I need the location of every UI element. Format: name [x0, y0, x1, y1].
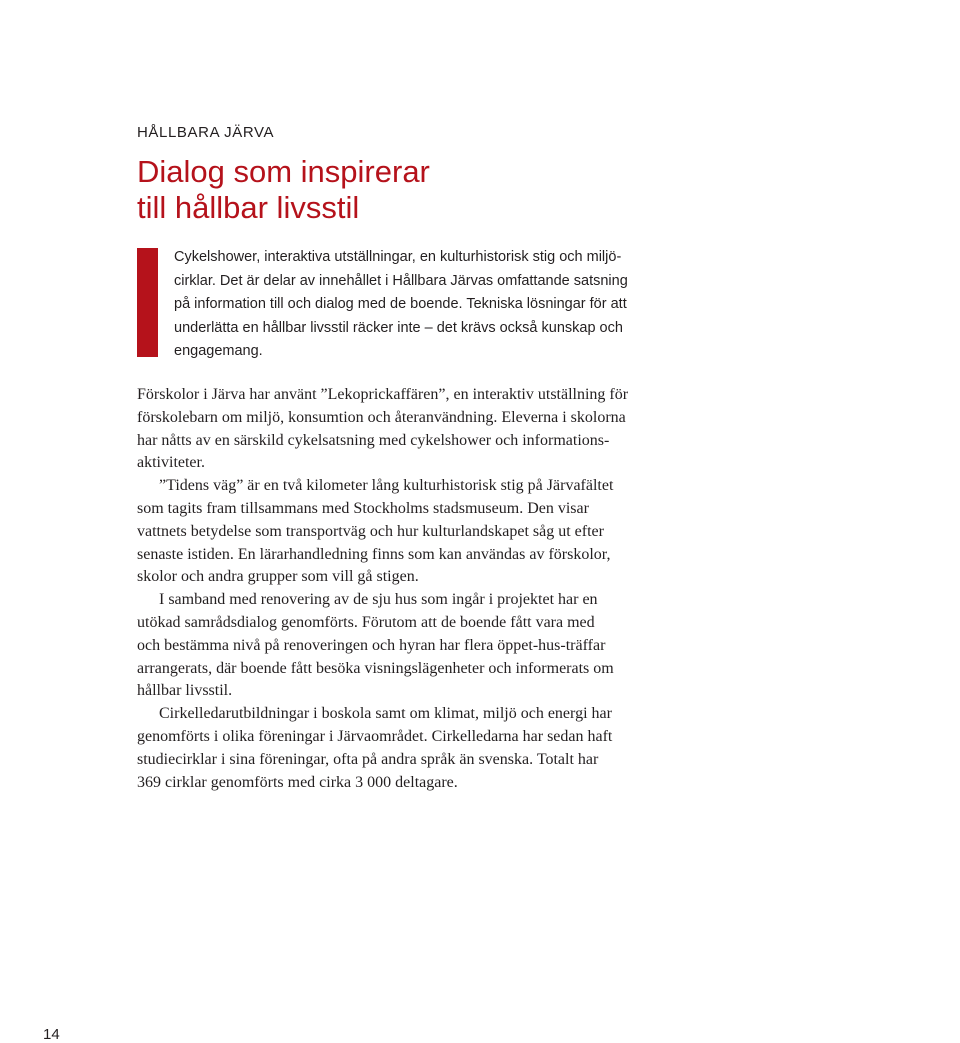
ingress-paragraph [174, 246, 714, 364]
body-line: hållbar livsstil. [137, 682, 233, 700]
article-title [137, 154, 430, 226]
body-line: aktiviteter. [137, 454, 205, 472]
body-line: Cirkelledarutbildningar i boskola samt om klimat, miljö och energi har [159, 705, 612, 723]
page-number: 14 [43, 1026, 60, 1043]
body-line: förskolebarn om miljö, konsumtion och återanvändning. Eleverna i skolorna [137, 408, 626, 426]
body-line: skolor och andra grupper som vill gå stigen. [137, 568, 419, 586]
body-text [137, 384, 717, 794]
ingress-line: underlätta en hållbar livsstil räcker inte – det krävs också kunskap och [174, 319, 623, 336]
body-line: 369 cirklar genomförts med cirka 3 000 deltagare. [137, 773, 458, 791]
ingress-line: cirklar. Det är delar av innehållet i Hållbara Järvas omfattande satsning [174, 272, 628, 289]
article-title-line: till hållbar livsstil [137, 190, 360, 225]
ingress-line: Cykelshower, interaktiva utställningar, en kulturhistorisk stig och miljö- [174, 249, 622, 265]
body-line: Förskolor i Järva har använt ”Lekoprickaffären”, en interaktiv utställning för [137, 386, 629, 403]
body-line: ”Tidens väg” är en två kilometer lång kulturhistorisk stig på Järvafältet [159, 477, 614, 495]
body-line: utökad samrådsdialog genomförts. Förutom att de boende fått vara med [137, 613, 595, 631]
body-line: arrangerats, där boende fått besöka visningslägenheter och informerats om [137, 659, 614, 677]
body-line: vattnets betydelse som transportväg och hur kulturlandskapet såg ut efter [137, 522, 604, 540]
body-line: studiecirklar i sina föreningar, ofta på andra språk än svenska. Totalt har [137, 750, 599, 768]
ingress-line: på information till och dialog med de boende. Tekniska lösningar för att [174, 296, 627, 313]
body-line: och bestämma nivå på renoveringen och hyran har flera öppet-hus-träffar [137, 636, 606, 654]
ingress-accent-bar [137, 248, 158, 357]
body-line: senaste istiden. En lärarhandledning finns som kan användas av förskolor, [137, 545, 611, 563]
body-line: genomförts i olika föreningar i Järvaområdet. Cirkelledarna har sedan haft [137, 727, 613, 745]
section-kicker: HÅLLBARA JÄRVA [137, 124, 275, 141]
ingress-line: engagemang. [174, 343, 263, 360]
body-line: har nåtts av en särskild cykelsatsning med cykelshower och informations- [137, 431, 610, 449]
body-line: I samband med renovering av de sju hus som ingår i projektet har en [159, 591, 598, 609]
body-line: som tagits fram tillsammans med Stockholms stadsmuseum. Den visar [137, 499, 589, 517]
article-title-line: Dialog som inspirerar [137, 154, 430, 189]
